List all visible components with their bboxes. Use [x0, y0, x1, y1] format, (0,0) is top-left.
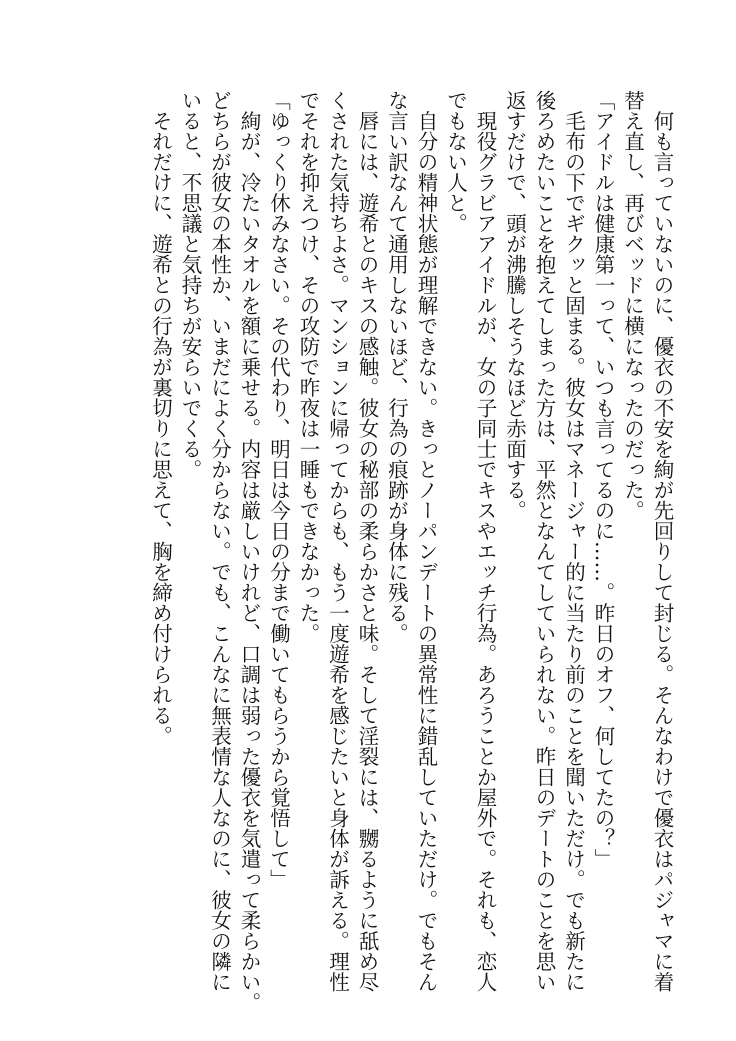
text-line: くされた気持ちよさ。マンションに帰ってからも、もう一度遊希を感じたいと身体が訴える。理性: [325, 90, 350, 992]
text-line: それだけに、遊希との行為が裏切りに思えて、胸を締め付けられる。: [148, 90, 173, 746]
text-line: 「アイドルは健康第一って、いつも言ってるのに……。昨日のオフ、何してたの？」: [591, 90, 615, 869]
text-line: 「ゆっくり休みなさい。その代わり、明日は今日の分まで働いてもらうから覚悟して」: [266, 90, 291, 890]
text-line: 現役グラビアアイドルが、女の子同士でキスやエッチ行為。あろうことか屋外で。それも、恋人: [473, 90, 497, 992]
text-line: 替え直し、再びベッドに横になったのだった。: [620, 90, 645, 521]
text-line: 毛布の下でギクッと固まる。彼女はマネージャー的に当たり前のことを聞いただけ。でも新たに: [561, 90, 586, 992]
text-line: いると、不思議と気持ちが安らいでくる。: [178, 90, 202, 480]
text-line: でもない人と。: [443, 90, 468, 234]
text-line: 自分の精神状態が理解できない。きっとノーパンデートの異常性に錯乱していただけ。でもそん: [414, 90, 438, 992]
text-line: でそれを抑えつけ、その攻防で昨夜は一睡もできなかった。: [296, 90, 320, 644]
text-line: な言い訳なんて通用しないほど、行為の痕跡が身体に残る。: [384, 90, 409, 644]
text-line: 何も言っていないのに、優衣の不安を絢が先回りして封じる。そんなわけで優衣はパジャマに着: [650, 90, 674, 992]
text-line: 後ろめたいことを抱えてしまった方は、平然となんてしていられない。昨日のデートのことを思い: [532, 90, 556, 992]
text-line: 唇には、遊希とのキスの感触。彼女の秘部の柔らかさと味。そして淫裂には、嬲るように舐め尽: [355, 90, 379, 992]
vertical-text-body: [145, 90, 676, 1013]
text-line: 絢が、冷たいタオルを額に乗せる。内容は厳しいけれど、口調は弱った優衣を気遣って柔らかい。: [237, 90, 261, 1013]
text-line: どちらが彼女の本性か、いまだによく分からない。でも、こんなに無表情な人なのに、彼女の隣に: [207, 90, 232, 992]
text-line: 返すだけで、頭が沸騰しそうなほど赤面する。: [502, 90, 527, 521]
